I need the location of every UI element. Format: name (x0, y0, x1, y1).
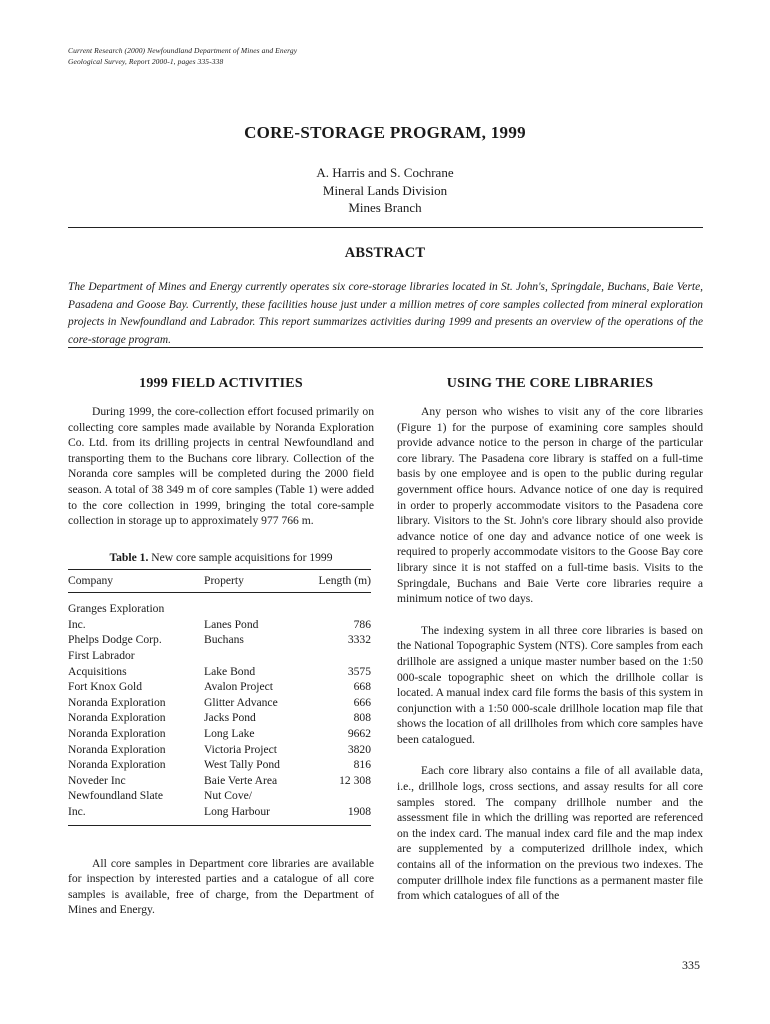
length-cell: 3575 (347, 664, 371, 678)
length-cell (314, 593, 371, 617)
availability-paragraph: All core samples in Department core libraries are available for inspection by interested parties and a catalogue of all core samples is available, free of charge, from the Department of Mines and Energy. (68, 856, 374, 917)
length-cell: 3332 (347, 633, 371, 647)
property-cell: Baie Verte Area (204, 773, 278, 787)
table-row (68, 804, 371, 825)
length-cell (314, 788, 371, 804)
property-cell: Lake Bond (204, 664, 256, 678)
length-cell: 12 308 (339, 773, 371, 787)
table-row (68, 742, 371, 758)
company-cell: Granges Exploration (68, 602, 165, 616)
author-block (0, 164, 770, 217)
property-cell (204, 593, 314, 617)
table-caption (68, 550, 374, 566)
company-cell: Noranda Exploration (68, 742, 166, 756)
table-caption-label: Table 1. (109, 550, 149, 564)
company-cell: Phelps Dodge Corp. (68, 633, 162, 647)
company-cell: Noranda Exploration (68, 727, 166, 740)
property-cell: Lanes Pond (204, 617, 259, 631)
company-cell: Fort Knox Gold (68, 680, 143, 694)
length-cell (314, 648, 371, 664)
property-cell (204, 648, 314, 664)
property-cell: Nut Cove/ (204, 789, 252, 803)
running-header (68, 45, 468, 67)
page-number: 335 (682, 958, 700, 972)
property-cell: Jacks Pond (204, 711, 256, 725)
table-row (68, 648, 371, 664)
author-names: A. Harris and S. Cochrane (316, 165, 454, 180)
property-cell: West Tally Pond (204, 758, 280, 772)
property-cell: Glitter Advance (204, 695, 278, 709)
table-row (68, 679, 371, 695)
left-column (68, 374, 374, 918)
company-cell: Noranda Exploration (68, 695, 166, 709)
table-row (68, 593, 371, 617)
running-header-line-1: Current Research (2000) Newfoundland Department of Mines and Energy (68, 46, 298, 55)
length-cell: 816 (353, 758, 371, 772)
abstract-bottom-rule (68, 347, 703, 348)
property-cell: Long Harbour (204, 804, 314, 825)
length-cell: 786 (353, 617, 371, 631)
table-row (68, 726, 371, 742)
column-header-property: Property (204, 569, 314, 593)
company-cell: First Labrador (68, 649, 135, 663)
company-cell: Newfoundland Slate (68, 789, 163, 803)
column-header-length: Length (m) (314, 569, 371, 593)
property-cell: Avalon Project (204, 680, 274, 694)
table-row (68, 757, 371, 773)
property-cell: Buchans (204, 633, 244, 647)
author-division: Mineral Lands Division (322, 182, 448, 198)
table-caption-text: New core sample acquisitions for 1999 (151, 550, 333, 564)
field-activities-paragraph: During 1999, the core-collection effort focused primarily on collecting core samples made available by Noranda Exploration Co. Ltd. from its drilling projects in central Newfoundland and transporting them to the Buchans core library. Collection of the Noranda core samples will be completed during the 2000 field season. A total of 38 349 m of core samples (Table 1) were added to the core collection in 1999, bringing the total core-sample collection in storage up to approximately 977 766 m. (68, 405, 374, 528)
acquisitions-table (68, 569, 371, 826)
abstract-top-rule (68, 227, 703, 228)
length-cell: 1908 (314, 804, 371, 825)
table-row (68, 632, 371, 648)
table-row (68, 695, 371, 711)
author-branch: Mines Branch (348, 200, 422, 215)
table-row (68, 664, 371, 680)
company-cell: Acquisitions (68, 664, 127, 678)
company-cell: Noranda Exploration (68, 758, 166, 772)
section-heading-core-libraries: USING THE CORE LIBRARIES (446, 376, 654, 391)
running-header-line-2: Geological Survey, Report 2000-1, pages 335-338 (68, 57, 224, 66)
company-cell: Inc. (68, 804, 204, 825)
property-cell: Long Lake (204, 727, 255, 740)
abstract-text: The Department of Mines and Energy currently operates six core-storage libraries located in St. John's, Springdale, Buchans, Baie Verte, Pasadena and Goose Bay. Currently, these facilities house just under a million metres of core samples collected from mineral exploration projects in Newfoundland and Labrador. This report summarizes activities during 1999 and presents an overview of the operations of the core-storage program. (68, 281, 703, 346)
column-header-company: Company (68, 569, 204, 593)
data-files-paragraph: Each core library also contains a file of all available data, i.e., drillhole logs, cross sections, and assay results for all core samples stored. The company drillhole number and the assessment file in which the drilling was reported are referenced on the index card. The manual index card file and the map index are supplemented by a computerized drillhole index, which contains all of the information on the previous two indexes. The computer drillhole index file functions as a permanent master file from which catalogues of all of the (397, 764, 703, 903)
indexing-paragraph: The indexing system in all three core libraries is based on the National Topographic System (NTS). Core samples from each drillhole are assigned a unique master number based on the 1:50 000-scale topographic sheet on which the drillhole collar is located. A manual index card file forms the basis of this system in conjunction with a 1:50 000-scale drillhole location map file that shows the location of all drillholes from which core samples have been catalogued. (397, 623, 703, 746)
length-cell: 666 (353, 695, 371, 709)
paper-title: CORE-STORAGE PROGRAM, 1999 (244, 123, 526, 142)
table-row (68, 788, 371, 804)
table-row (68, 773, 371, 789)
visiting-paragraph: Any person who wishes to visit any of the core libraries (Figure 1) for the purpose of examining core samples should provide advance notice to the person in charge of the particular core library. The Pasadena core library is staffed on a full-time basis by one employee and is open to the public during regular government office hours. Advance notice of one day is required in order to properly accommodate visitors to the Pasadena core library. Visitors to the St. John's core library should also provide advance notice of one day and advance notice of one week is required to properly accommodate visitors to the Goose Bay core library since it is not staffed on a full-time basis. Visits to the Springdale, Buchans and Baie Verte core libraries require a minimum notice of two days. (397, 405, 703, 606)
length-cell: 668 (353, 680, 371, 694)
right-column (397, 374, 703, 904)
table-header-row (68, 569, 371, 593)
table-row (68, 710, 371, 726)
length-cell: 3820 (347, 742, 371, 756)
company-cell: Noranda Exploration (68, 711, 166, 725)
table-row (68, 617, 371, 633)
section-heading-field-activities: 1999 FIELD ACTIVITIES (139, 376, 303, 391)
property-cell: Victoria Project (204, 742, 278, 756)
company-cell: Noveder Inc (68, 773, 126, 787)
abstract-heading: ABSTRACT (344, 245, 426, 261)
length-cell: 9662 (347, 727, 371, 740)
length-cell: 808 (353, 711, 371, 725)
company-cell: Inc. (68, 617, 86, 631)
